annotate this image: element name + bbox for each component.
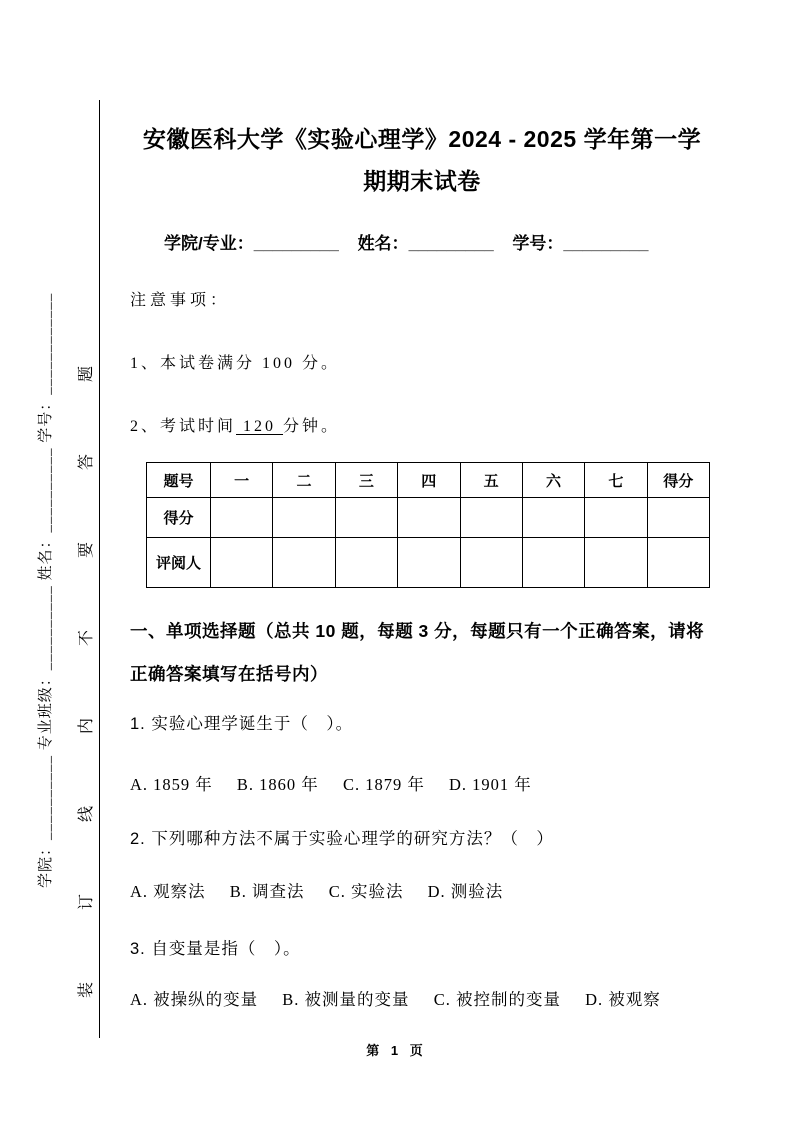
score-cell-empty — [647, 538, 709, 588]
question-1-option-d: D. 1901 年 — [448, 775, 532, 794]
score-row-label: 得分 — [147, 498, 211, 538]
binding-line-divider — [99, 100, 100, 1038]
notice-item-1: 1、本试卷满分 100 分。 — [130, 355, 341, 372]
score-cell-empty — [460, 538, 522, 588]
score-cell-empty — [273, 538, 335, 588]
score-header-cell: 二 — [273, 463, 335, 498]
score-header-cell: 六 — [522, 463, 584, 498]
binding-student-info-vertical: 学院：__________ 专业班级：__________ 姓名：__________ 学号：____________ — [38, 292, 54, 888]
score-cell-empty — [335, 498, 397, 538]
question-1-option-b: B. 1860 年 — [236, 775, 319, 794]
page-title-line1: 安徽医科大学《实验心理学》2024 - 2025 学年第一学 — [142, 126, 702, 152]
score-header-cell: 一 — [211, 463, 273, 498]
field-name-blank: _________ — [408, 234, 494, 253]
score-cell-empty — [273, 498, 335, 538]
section1-heading: 一、单项选择题（总共 10 题，每题 3 分，每题只有一个正确答案，请将正确答案填写在括号内） — [130, 621, 705, 684]
score-cell-empty — [647, 498, 709, 538]
score-header-cell: 得分 — [647, 463, 709, 498]
score-cell-empty — [460, 498, 522, 538]
score-header-cell: 题号 — [147, 463, 211, 498]
field-student-id-label: 学号： — [512, 234, 564, 253]
score-header-cell: 四 — [398, 463, 460, 498]
score-table — [146, 462, 710, 588]
score-table-score-row — [147, 498, 710, 538]
score-header-cell: 三 — [335, 463, 397, 498]
notice-item-2-suffix: 分钟。 — [283, 418, 341, 435]
score-cell-empty — [522, 498, 584, 538]
score-cell-empty — [211, 538, 273, 588]
page-title-line2: 期期末试卷 — [363, 168, 481, 194]
notice-item-2-prefix: 2、考试时间 — [130, 418, 237, 435]
binding-no-answer-text-vertical: 装订线内不要答题 — [78, 293, 95, 998]
score-cell-empty — [522, 538, 584, 588]
field-student-id — [512, 234, 648, 253]
question-2-stem: 2. 下列哪种方法不属于实验心理学的研究方法？（ ） — [130, 830, 554, 848]
field-college-label: 学院/专业： — [164, 234, 254, 253]
field-name-label: 姓名： — [357, 234, 409, 253]
question-1-stem: 1. 实验心理学诞生于（ ）。 — [130, 715, 354, 733]
question-3-stem: 3. 自变量是指（ ）。 — [130, 940, 301, 958]
score-table-reviewer-row — [147, 538, 710, 588]
score-cell-empty — [211, 498, 273, 538]
question-2-option-d: D. 测验法 — [427, 882, 504, 901]
question-3-option-d: D. 被观察 — [585, 990, 661, 1009]
score-header-cell: 五 — [460, 463, 522, 498]
score-header-cell: 七 — [585, 463, 647, 498]
question-1-option-c: C. 1879 年 — [342, 775, 425, 794]
notice-heading: 注意事项： — [130, 292, 231, 309]
score-cell-empty — [335, 538, 397, 588]
score-cell-empty — [585, 498, 647, 538]
notice-item-2 — [130, 413, 714, 436]
question-2-option-a: A. 观察法 — [130, 882, 206, 901]
page-number: 第 1 页 — [366, 1043, 427, 1058]
question-3-option-b: B. 被测量的变量 — [282, 990, 410, 1009]
question-1-options — [130, 771, 714, 795]
field-name — [358, 234, 494, 253]
score-cell-empty — [585, 538, 647, 588]
score-cell-empty — [398, 498, 460, 538]
field-student-id-blank: _________ — [563, 234, 649, 253]
question-3-option-a: A. 被操纵的变量 — [130, 990, 259, 1009]
question-1-option-a: A. 1859 年 — [130, 775, 213, 794]
question-3-option-c: C. 被控制的变量 — [433, 990, 561, 1009]
question-3-options — [130, 986, 714, 1010]
question-2-options — [130, 878, 714, 902]
field-college-blank: _________ — [253, 234, 339, 253]
question-2-option-b: B. 调查法 — [229, 882, 305, 901]
score-cell-empty — [398, 538, 460, 588]
score-table-header-row — [147, 463, 710, 498]
notice-item-2-duration: 120 — [236, 418, 284, 435]
student-fields-row — [130, 229, 714, 254]
question-2-option-c: C. 实验法 — [328, 882, 404, 901]
page-title — [130, 118, 714, 202]
reviewer-row-label: 评阅人 — [147, 538, 211, 588]
exam-content — [130, 118, 714, 1010]
field-college — [164, 234, 339, 253]
